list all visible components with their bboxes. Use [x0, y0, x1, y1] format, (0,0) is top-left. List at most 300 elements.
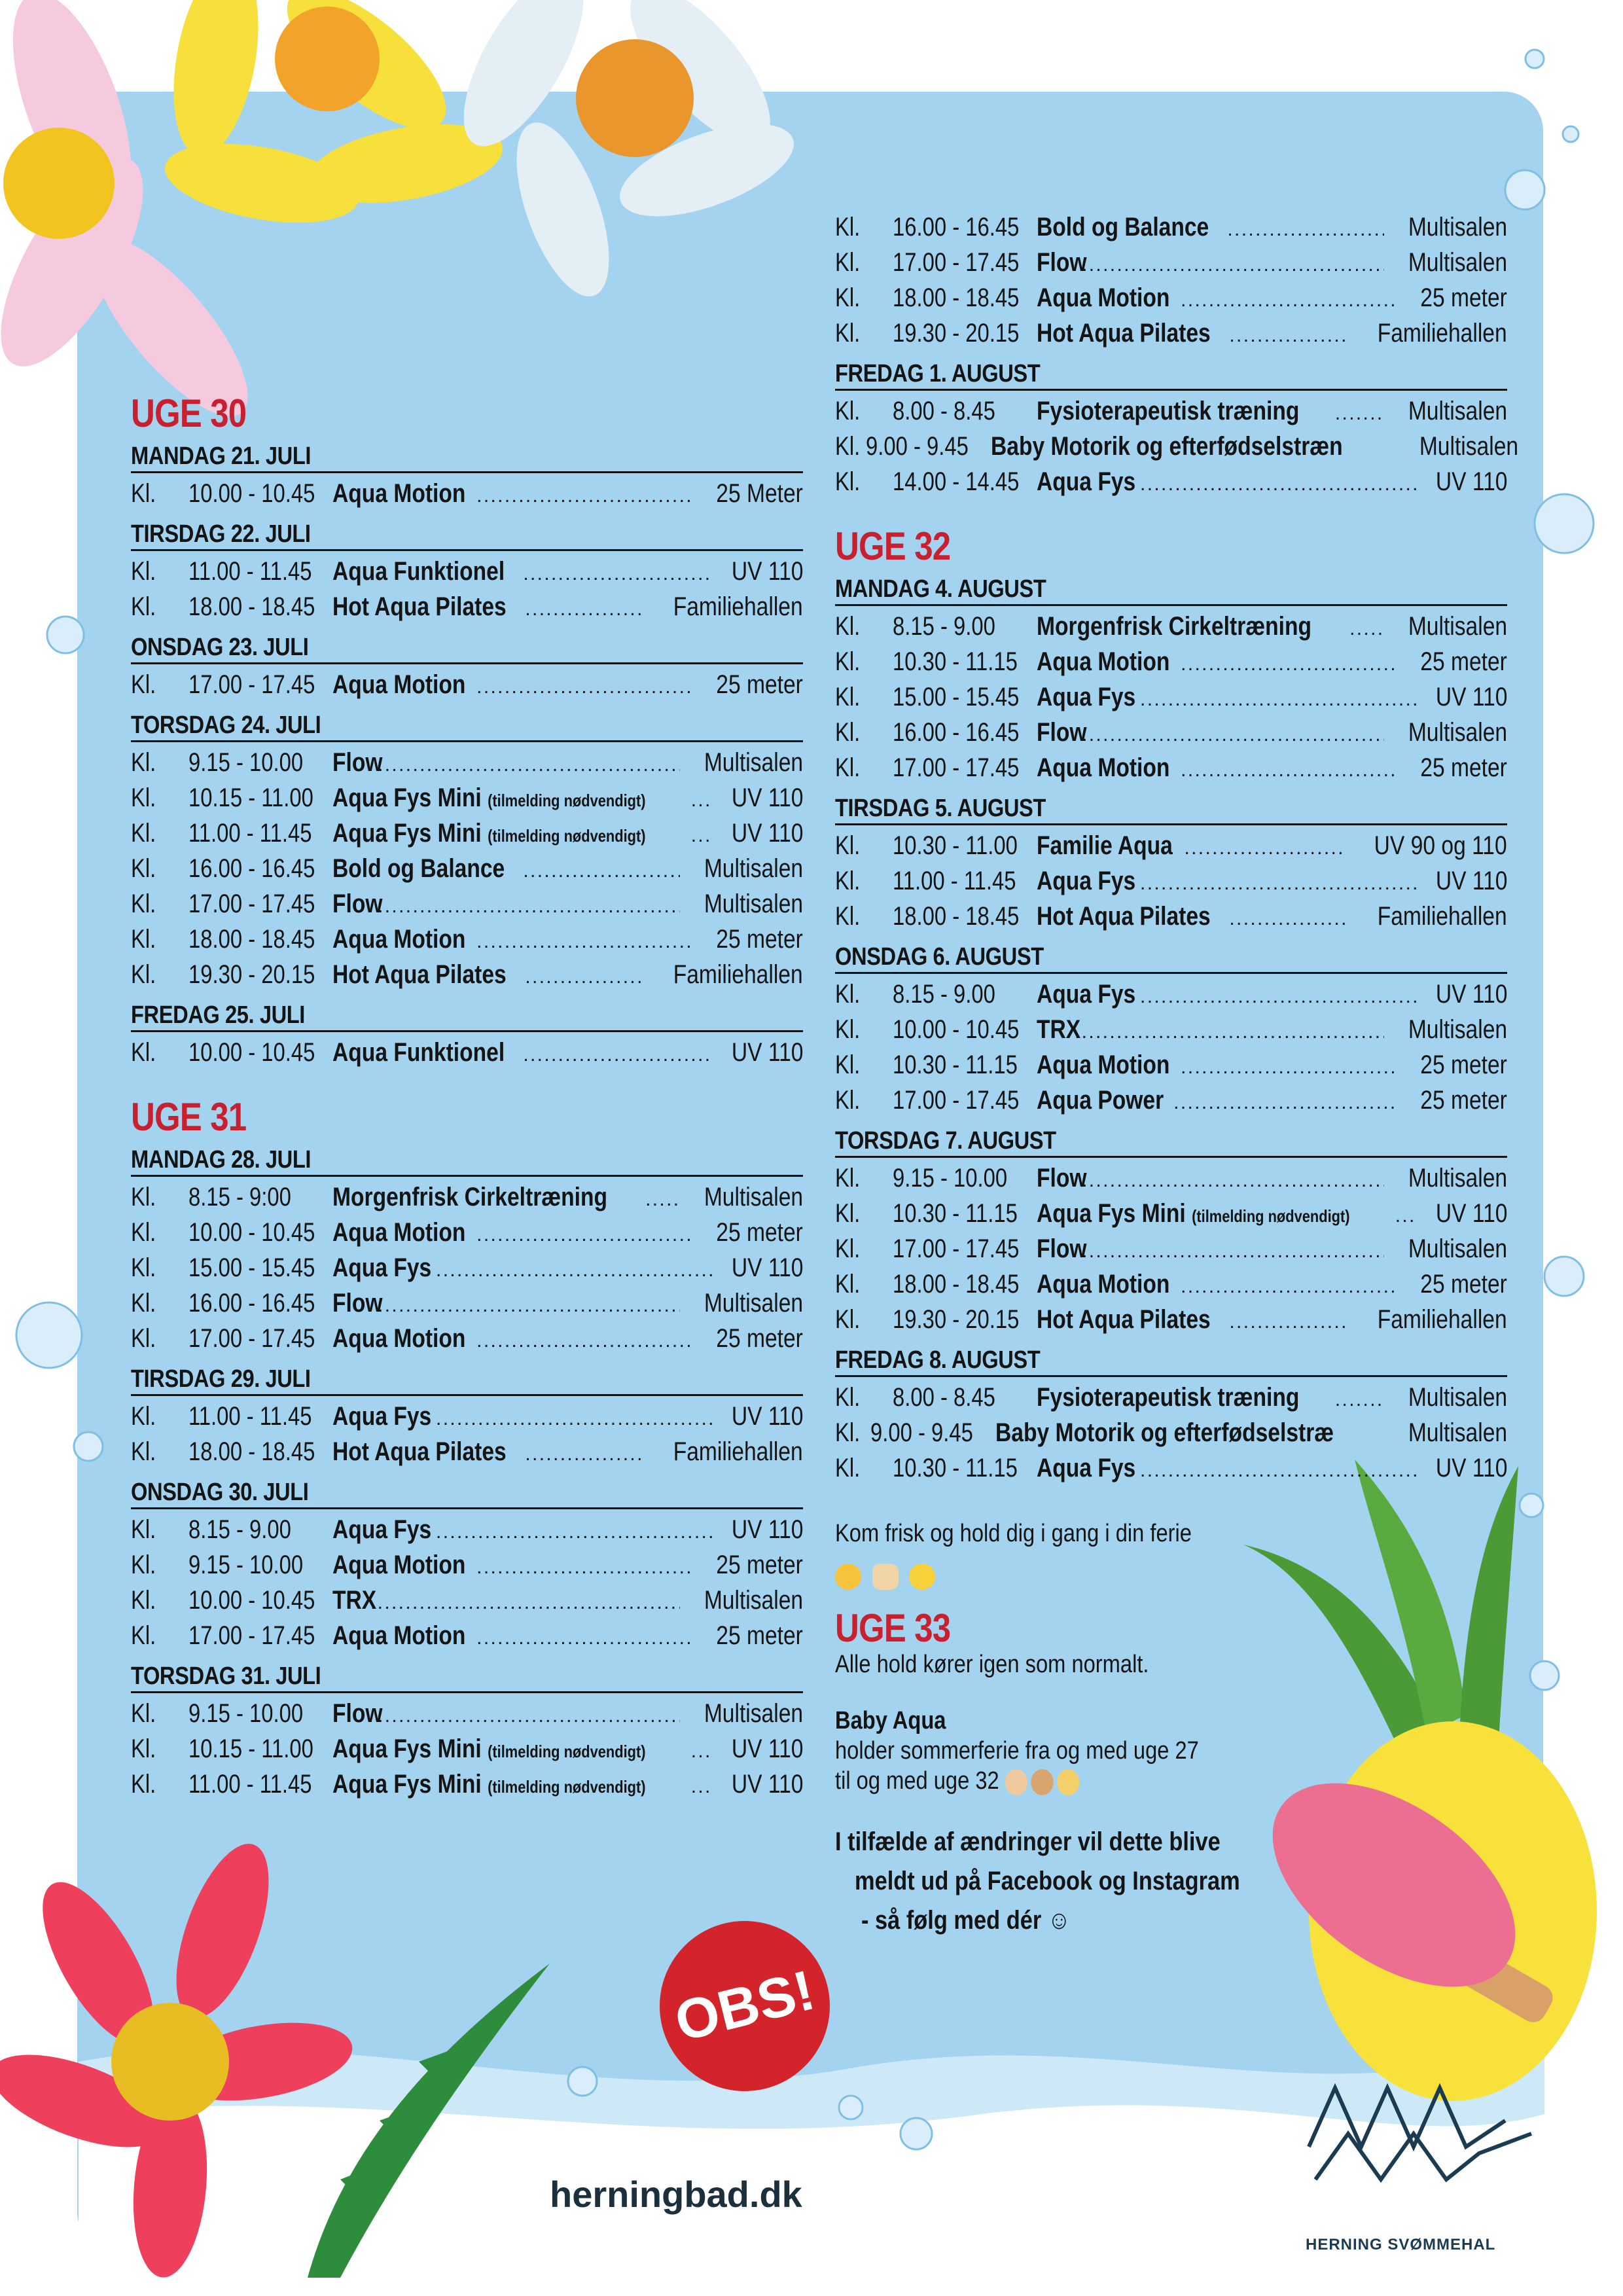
- tagline: Kom frisk og hold dig i gang i din ferie: [835, 1520, 1192, 1547]
- kl-label: Kl.: [131, 819, 156, 848]
- leader-dots: [1082, 1232, 1384, 1268]
- time-range: 18.00 - 18.45: [893, 1270, 1020, 1299]
- location: 25 meter: [1420, 283, 1507, 312]
- location: Familiehallen: [673, 592, 803, 621]
- schedule-row: [131, 781, 803, 817]
- time-range: 9.15 - 10.00: [188, 1699, 304, 1728]
- baby-face-icon: [1057, 1769, 1079, 1795]
- time-range: 15.00 - 15.45: [893, 683, 1020, 711]
- location: UV 110: [731, 819, 803, 848]
- kl-label: Kl.: [835, 1050, 861, 1079]
- schedule-row: [835, 246, 1507, 281]
- time-range: 11.00 - 11.45: [893, 867, 1016, 895]
- schedule-row: [835, 211, 1507, 246]
- time-range: 17.00 - 17.45: [893, 753, 1020, 782]
- kl-label: Kl.: [835, 867, 861, 895]
- kl-label: Kl.: [835, 1015, 861, 1044]
- class-name: Flow: [332, 1699, 383, 1728]
- schedule-row: [835, 751, 1507, 787]
- class-name: TRX: [1037, 1015, 1081, 1044]
- day-rows: [835, 1381, 1507, 1487]
- notice-line3: - så følg med dér ☺: [861, 1906, 1071, 1935]
- time-range: 10.00 - 10.45: [188, 1038, 315, 1067]
- day-heading: FREDAG 1. AUGUST: [835, 360, 1507, 391]
- class-name: Aqua Motion: [332, 1218, 466, 1247]
- leader-dots: [523, 555, 712, 590]
- schedule-row: [835, 1232, 1507, 1268]
- schedule-row: [131, 817, 803, 852]
- kl-label: Kl.: [835, 1164, 861, 1193]
- kl-label: Kl.: [835, 718, 861, 747]
- time-range: 11.00 - 11.45: [188, 1402, 312, 1431]
- location: 25 meter: [716, 670, 803, 699]
- leader-dots: [691, 817, 713, 852]
- class-name: Aqua Motion: [1037, 647, 1170, 676]
- class-name: Aqua Motion: [332, 1324, 466, 1353]
- leader-dots: [476, 477, 694, 512]
- day-heading: MANDAG 21. JULI: [131, 442, 803, 473]
- kl-label: Kl.: [131, 1038, 156, 1067]
- leader-dots: [436, 1251, 713, 1287]
- kl-label: Kl.: [131, 1324, 156, 1353]
- schedule-row: [131, 1181, 803, 1216]
- time-range: 9.15 - 10.00: [188, 748, 304, 777]
- schedule-row: [131, 1549, 803, 1584]
- schedule-row: [835, 829, 1507, 865]
- leader-dots: [645, 1181, 680, 1216]
- day-heading: ONSDAG 6. AUGUST: [835, 943, 1507, 974]
- leader-dots: [1349, 610, 1384, 645]
- kl-label: Kl.: [131, 557, 156, 586]
- leader-dots: [1140, 978, 1417, 1013]
- location: UV 90 og 110: [1374, 831, 1507, 860]
- time-range: 10.30 - 11.15: [893, 1050, 1018, 1079]
- schedule-row: [131, 1435, 803, 1471]
- leader-dots: [476, 1322, 694, 1357]
- time-range: 16.00 - 16.45: [893, 718, 1020, 747]
- location: Multisalen: [1408, 397, 1507, 425]
- time-range: 10.00 - 10.45: [188, 479, 315, 508]
- time-range: 10.15 - 11.00: [188, 783, 313, 812]
- leader-dots: [523, 1036, 712, 1071]
- day-rows: [131, 1400, 803, 1471]
- location: 25 meter: [716, 1324, 803, 1353]
- day-rows: [131, 1181, 803, 1357]
- time-range: 18.00 - 18.45: [893, 902, 1020, 931]
- class-name: Aqua Fys: [1037, 683, 1136, 711]
- location: Multisalen: [704, 1289, 803, 1318]
- time-range: 17.00 - 17.45: [188, 889, 315, 918]
- time-range: 16.00 - 16.45: [188, 1289, 315, 1318]
- time-range: 18.00 - 18.45: [188, 1437, 315, 1466]
- schedule-row: [131, 1036, 803, 1071]
- class-name: Aqua Fys: [1037, 980, 1136, 1009]
- week-title: UGE 32: [835, 524, 951, 568]
- day-rows: [131, 1513, 803, 1655]
- schedule-row: [131, 555, 803, 590]
- location: 25 meter: [1420, 753, 1507, 782]
- website-link[interactable]: herningbad.dk: [550, 2174, 802, 2215]
- kl-label: Kl.: [835, 1234, 861, 1263]
- time-range: 16.00 - 16.45: [893, 213, 1020, 242]
- day-rows: [131, 1036, 803, 1071]
- kl-label: Kl.: [835, 397, 861, 425]
- time-range: 11.00 - 11.45: [188, 819, 312, 848]
- sun-icon: [835, 1564, 861, 1590]
- schedule-row: [131, 852, 803, 888]
- location: Multisalen: [1408, 1015, 1507, 1044]
- schedule-row: [131, 590, 803, 626]
- location: UV 110: [1435, 1199, 1507, 1228]
- class-name: Hot Aqua Pilates: [332, 592, 507, 621]
- schedule-row: [131, 1697, 803, 1732]
- baby-face-icon: [1005, 1769, 1027, 1795]
- time-range: 17.00 - 17.45: [188, 670, 315, 699]
- location: Familiehallen: [673, 1437, 803, 1466]
- day-rows: [835, 1162, 1507, 1338]
- class-note: (tilmelding nødvendigt): [488, 1742, 646, 1761]
- kl-label: Kl.: [835, 831, 861, 860]
- time-range: 18.00 - 18.45: [893, 283, 1020, 312]
- smiley-icon: [909, 1564, 935, 1590]
- kl-label: Kl.: [131, 854, 156, 883]
- kl-label: Kl.: [131, 1253, 156, 1282]
- location: UV 110: [731, 1038, 803, 1067]
- location: Multisalen: [704, 1699, 803, 1728]
- kl-label: Kl.: [131, 960, 156, 989]
- class-name: Aqua Fys: [1037, 867, 1136, 895]
- obs-badge-text: OBS!: [669, 1958, 821, 2054]
- schedule-row: [835, 645, 1507, 681]
- leader-dots: [378, 1697, 680, 1732]
- schedule-row: [131, 1251, 803, 1287]
- leader-dots: [1395, 1197, 1417, 1232]
- class-name: Aqua Motion: [332, 1551, 466, 1579]
- location: Multisalen: [1408, 1164, 1507, 1193]
- class-name: Flow: [332, 1289, 383, 1318]
- time-range: 11.00 - 11.45: [188, 557, 312, 586]
- class-name: Aqua Fys Mini: [332, 783, 482, 812]
- location: Familiehallen: [673, 960, 803, 989]
- notice-line1: I tilfælde af ændringer vil dette blive: [835, 1827, 1221, 1856]
- location: UV 110: [1435, 1454, 1507, 1482]
- kl-label: Kl.: [131, 670, 156, 699]
- schedule-row: [835, 430, 1519, 465]
- emoji-row: [835, 1560, 1303, 1590]
- schedule-row: [835, 1162, 1507, 1197]
- kl-label: Kl.: [131, 1402, 156, 1431]
- class-note: (tilmelding nødvendigt): [488, 791, 646, 810]
- schedule-row: [835, 1268, 1507, 1303]
- location: UV 110: [1435, 980, 1507, 1009]
- week-33-title: UGE 33: [835, 1606, 951, 1650]
- schedule-row: [835, 716, 1507, 751]
- kl-label: Kl.: [131, 1218, 156, 1247]
- class-note: (tilmelding nødvendigt): [488, 826, 646, 846]
- kl-label: Kl.: [835, 1383, 861, 1412]
- kl-label: Kl.: [131, 925, 156, 954]
- week-title: UGE 30: [131, 391, 247, 435]
- kl-label: Kl.: [131, 479, 156, 508]
- time-range: 9.00 - 9.45: [865, 432, 969, 461]
- location: 25 meter: [1420, 1086, 1507, 1115]
- time-range: 8.00 - 8.45: [893, 1383, 995, 1412]
- leader-dots: [1140, 465, 1417, 501]
- kl-label: Kl.: [835, 283, 861, 312]
- schedule-row: [835, 610, 1507, 645]
- leader-dots: [436, 1513, 713, 1549]
- day-heading: TORSDAG 31. JULI: [131, 1662, 803, 1693]
- kl-label: Kl.: [835, 647, 861, 676]
- kl-label: Kl.: [835, 432, 861, 461]
- location: 25 meter: [716, 925, 803, 954]
- week-title: UGE 31: [131, 1095, 247, 1139]
- day-rows: [835, 978, 1507, 1119]
- time-range: 18.00 - 18.45: [188, 592, 315, 621]
- leader-dots: [1181, 645, 1399, 681]
- time-range: 9.15 - 10.00: [188, 1551, 304, 1579]
- location: UV 110: [1435, 467, 1507, 496]
- class-name: Baby Motorik og efterfødselstræn: [990, 432, 1343, 461]
- time-range: 15.00 - 15.45: [188, 1253, 315, 1282]
- leader-dots: [691, 781, 713, 817]
- location: Multisalen: [704, 1586, 803, 1615]
- kl-label: Kl.: [835, 683, 861, 711]
- location: UV 110: [1435, 867, 1507, 895]
- class-name: Aqua Fys: [1037, 467, 1136, 496]
- location: 25 meter: [1420, 647, 1507, 676]
- week-33-text: Alle hold kører igen som normalt.: [835, 1651, 1149, 1678]
- location: 25 meter: [716, 1551, 803, 1579]
- day-heading: TIRSDAG 5. AUGUST: [835, 795, 1507, 825]
- schedule-row: [131, 1322, 803, 1357]
- leader-dots: [1181, 1268, 1399, 1303]
- leader-dots: [1335, 395, 1384, 430]
- location: UV 110: [731, 783, 803, 812]
- leader-dots: [1181, 751, 1399, 787]
- kl-label: Kl.: [835, 319, 861, 348]
- kl-label: Kl.: [131, 1734, 156, 1763]
- kl-label: Kl.: [835, 248, 861, 277]
- leader-dots: [476, 1619, 694, 1655]
- class-name: Aqua Motion: [1037, 283, 1170, 312]
- time-range: 17.00 - 17.45: [893, 1086, 1020, 1115]
- leader-dots: [1229, 900, 1347, 935]
- day-heading: FREDAG 8. AUGUST: [835, 1346, 1507, 1377]
- kl-label: Kl.: [835, 753, 861, 782]
- leader-dots: [691, 1768, 713, 1803]
- time-range: 8.15 - 9.00: [188, 1515, 291, 1544]
- class-name: Familie Aqua: [1037, 831, 1173, 860]
- logo-name: HERNING SVØMMEHAL: [1306, 2236, 1496, 2253]
- day-heading: ONSDAG 23. JULI: [131, 634, 803, 664]
- time-range: 8.15 - 9.00: [893, 980, 995, 1009]
- leader-dots: [1173, 1084, 1399, 1119]
- kl-label: Kl.: [835, 902, 861, 931]
- leader-dots: [476, 1549, 694, 1584]
- obs-badge: [660, 1921, 830, 2091]
- schedule-row: [131, 746, 803, 781]
- continued-rows: [835, 211, 1507, 352]
- class-name: Aqua Motion: [332, 1621, 466, 1650]
- time-range: 14.00 - 14.45: [893, 467, 1020, 496]
- schedule-row: [131, 1732, 803, 1768]
- time-range: 16.00 - 16.45: [188, 854, 315, 883]
- class-name: Aqua Fys Mini: [1037, 1199, 1186, 1228]
- day-heading: TORSDAG 7. AUGUST: [835, 1127, 1507, 1158]
- schedule-row: [835, 1416, 1507, 1452]
- time-range: 10.30 - 11.15: [893, 647, 1018, 676]
- day-rows: [131, 668, 803, 704]
- info-block: [835, 1518, 1303, 1940]
- leader-dots: [1082, 246, 1384, 281]
- class-name: Flow: [332, 889, 383, 918]
- location: UV 110: [1435, 683, 1507, 711]
- time-range: 17.00 - 17.45: [893, 1234, 1020, 1263]
- time-range: 19.30 - 20.15: [893, 319, 1020, 348]
- day-rows: [835, 610, 1507, 787]
- day-rows: [131, 1697, 803, 1803]
- leader-dots: [378, 746, 680, 781]
- kl-label: Kl.: [131, 1437, 156, 1466]
- schedule-row: [835, 317, 1507, 352]
- schedule-row: [131, 477, 803, 512]
- class-name: Aqua Fys Mini: [332, 1734, 482, 1763]
- kl-label: Kl.: [835, 1305, 861, 1334]
- kl-label: Kl.: [835, 1270, 861, 1299]
- time-range: 10.00 - 10.45: [188, 1586, 315, 1615]
- schedule-row: [131, 1768, 803, 1803]
- schedule-row: [835, 900, 1507, 935]
- class-name: Flow: [1037, 1164, 1087, 1193]
- class-name: Aqua Motion: [1037, 1270, 1170, 1299]
- location: Familiehallen: [1378, 902, 1507, 931]
- schedule-row: [835, 395, 1507, 430]
- kl-label: Kl.: [835, 1454, 861, 1482]
- right-column: [835, 211, 1519, 1494]
- time-range: 19.30 - 20.15: [188, 960, 315, 989]
- day-heading: TIRSDAG 22. JULI: [131, 520, 803, 551]
- leader-dots: [370, 1584, 680, 1619]
- leader-dots: [476, 923, 694, 958]
- class-name: Hot Aqua Pilates: [1037, 319, 1211, 348]
- kl-label: Kl.: [131, 1183, 156, 1211]
- class-name: Aqua Fys: [332, 1402, 432, 1431]
- class-name: Aqua Funktionel: [332, 1038, 505, 1067]
- class-name: Bold og Balance: [332, 854, 505, 883]
- class-name: Aqua Funktionel: [332, 557, 505, 586]
- leader-dots: [1075, 1013, 1384, 1049]
- location: Multisalen: [1408, 1418, 1507, 1447]
- leader-dots: [691, 1732, 713, 1768]
- class-name: Baby Motorik og efterfødselstræ: [995, 1418, 1334, 1447]
- class-name: Flow: [1037, 718, 1087, 747]
- class-name: Morgenfrisk Cirkeltræning: [332, 1183, 608, 1211]
- day-rows: [131, 746, 803, 994]
- leader-dots: [525, 1435, 643, 1471]
- kl-label: Kl.: [131, 1621, 156, 1650]
- time-range: 17.00 - 17.45: [188, 1621, 315, 1650]
- class-name: Aqua Fys: [332, 1515, 432, 1544]
- class-name: Aqua Power: [1037, 1086, 1164, 1115]
- day-heading: MANDAG 4. AUGUST: [835, 575, 1507, 606]
- class-name: Hot Aqua Pilates: [1037, 902, 1211, 931]
- schedule-row: [835, 1452, 1507, 1487]
- leader-dots: [1082, 716, 1384, 751]
- leader-dots: [525, 958, 643, 994]
- class-name: Flow: [1037, 248, 1087, 277]
- location: UV 110: [731, 1253, 803, 1282]
- leader-dots: [1184, 829, 1344, 865]
- time-range: 17.00 - 17.45: [893, 248, 1020, 277]
- class-name: Aqua Fys: [1037, 1454, 1136, 1482]
- day-heading: TORSDAG 24. JULI: [131, 711, 803, 742]
- class-name: TRX: [332, 1586, 377, 1615]
- location: Multisalen: [1408, 213, 1507, 242]
- schedule-row: [835, 1049, 1507, 1084]
- location: Multisalen: [704, 854, 803, 883]
- location: UV 110: [731, 557, 803, 586]
- schedule-row: [131, 1513, 803, 1549]
- kl-label: Kl.: [131, 1770, 156, 1799]
- day-heading: FREDAG 25. JULI: [131, 1001, 803, 1032]
- location: Multisalen: [1408, 1383, 1507, 1412]
- location: Multisalen: [1408, 718, 1507, 747]
- schedule-row: [131, 888, 803, 923]
- class-name: Morgenfrisk Cirkeltræning: [1037, 612, 1312, 641]
- location: Multisalen: [704, 748, 803, 777]
- schedule-row: [835, 1303, 1507, 1338]
- kl-label: Kl.: [835, 467, 861, 496]
- schedule-row: [835, 281, 1507, 317]
- class-name: Aqua Fys Mini: [332, 819, 482, 848]
- time-range: 10.30 - 11.00: [893, 831, 1018, 860]
- baby-aqua-title: Baby Aqua: [835, 1707, 946, 1734]
- leader-dots: [1140, 681, 1417, 716]
- location: Multisalen: [704, 1183, 803, 1211]
- left-column: [131, 393, 803, 1810]
- class-name: Bold og Balance: [1037, 213, 1209, 242]
- class-name: Aqua Motion: [332, 925, 466, 954]
- class-name: Aqua Fys Mini: [332, 1770, 482, 1799]
- kl-label: Kl.: [835, 213, 861, 242]
- leader-dots: [525, 590, 643, 626]
- kl-label: Kl.: [131, 1515, 156, 1544]
- location: 25 meter: [1420, 1270, 1507, 1299]
- location: Multisalen: [1408, 1234, 1507, 1263]
- time-range: 8.15 - 9:00: [188, 1183, 291, 1211]
- schedule-row: [835, 465, 1507, 501]
- leader-dots: [1227, 211, 1384, 246]
- location: UV 110: [731, 1515, 803, 1544]
- schedule-row: [835, 1084, 1507, 1119]
- time-range: 11.00 - 11.45: [188, 1770, 312, 1799]
- kl-label: Kl.: [131, 889, 156, 918]
- time-range: 10.30 - 11.15: [893, 1199, 1018, 1228]
- schedule-row: [131, 958, 803, 994]
- leader-dots: [1181, 281, 1399, 317]
- leader-dots: [1140, 865, 1417, 900]
- leader-dots: [378, 888, 680, 923]
- leader-dots: [523, 852, 680, 888]
- kl-label: Kl.: [131, 1289, 156, 1318]
- kl-label: Kl.: [131, 1586, 156, 1615]
- baby-face-icon: [1031, 1769, 1053, 1795]
- leader-dots: [1335, 1381, 1384, 1416]
- baby-aqua-line1: holder sommerferie fra og med uge 27: [835, 1737, 1199, 1765]
- time-range: 8.00 - 8.45: [893, 397, 995, 425]
- schedule-row: [835, 1197, 1507, 1232]
